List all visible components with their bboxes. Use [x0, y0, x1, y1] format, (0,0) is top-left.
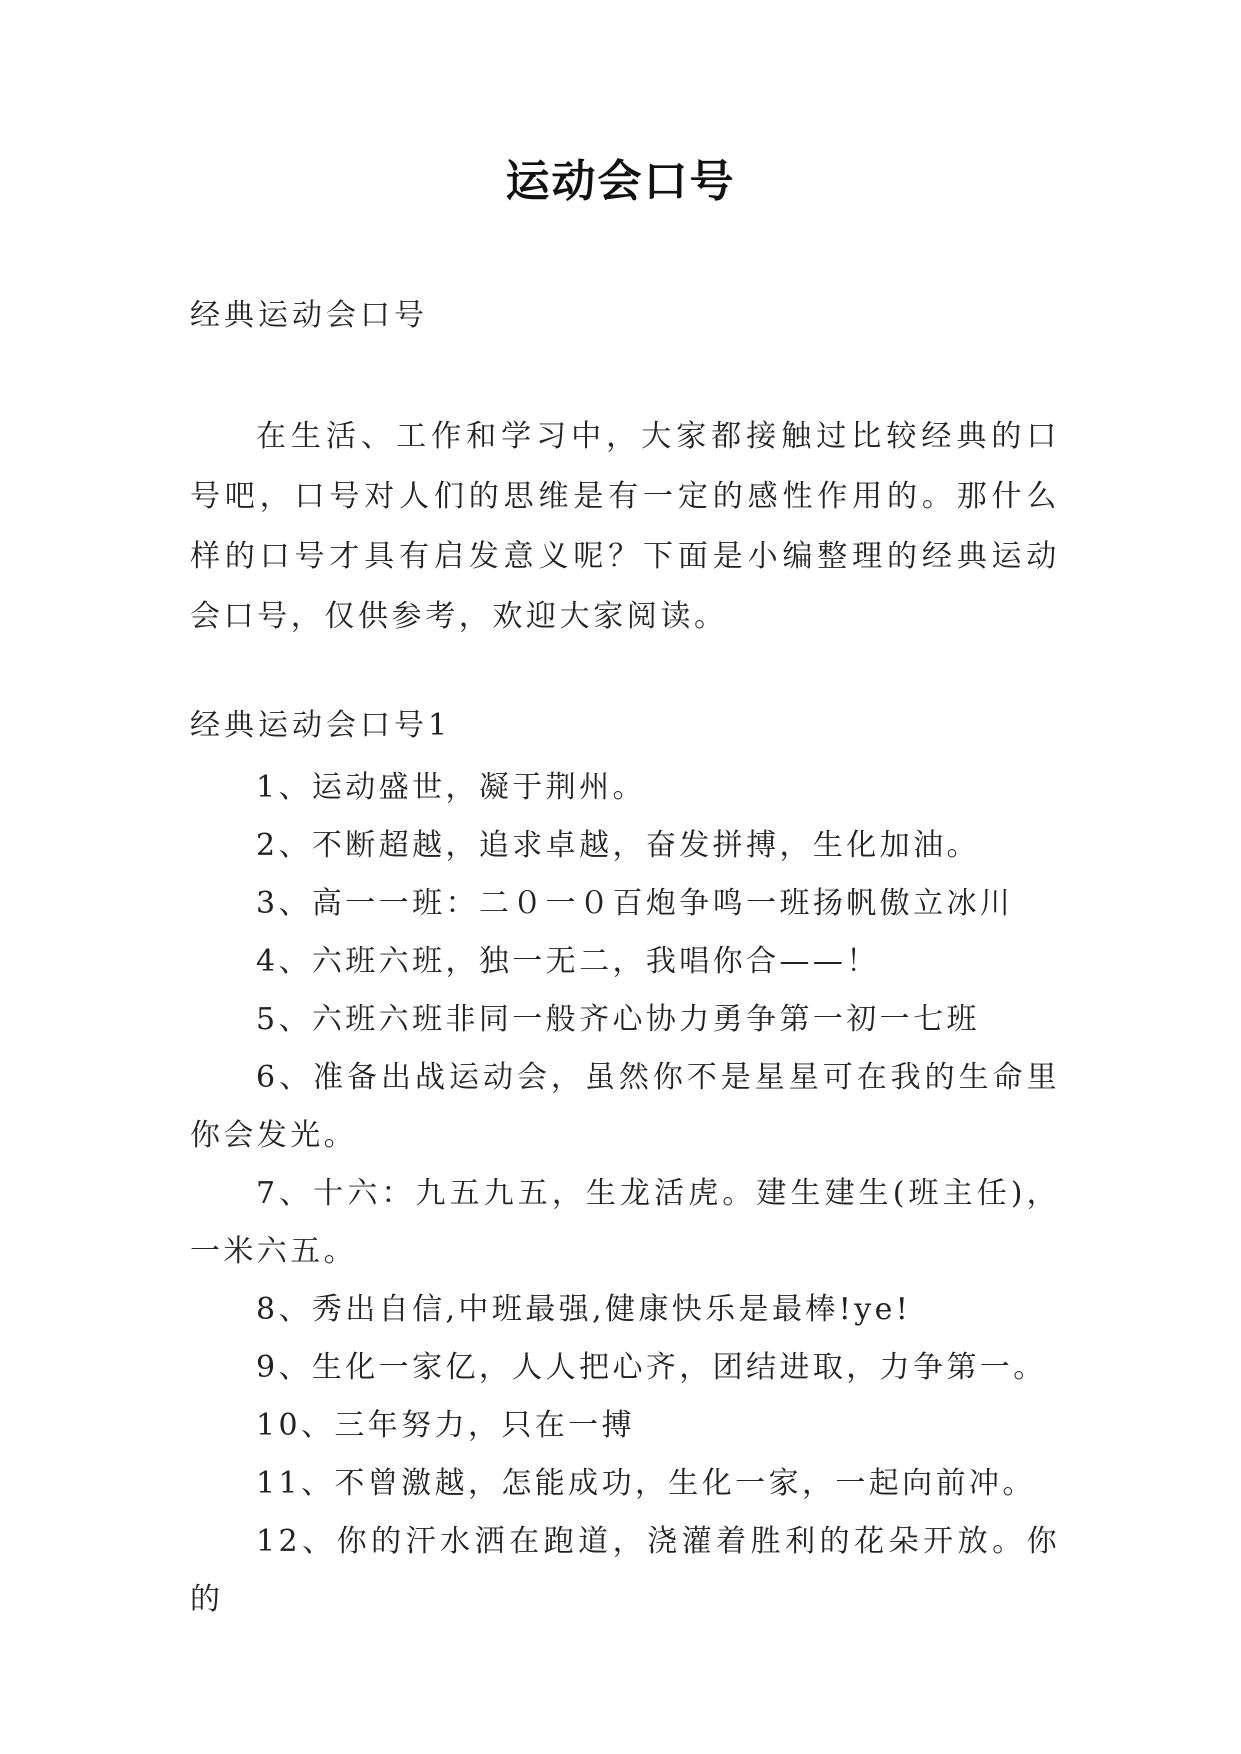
slogan-list — [190, 759, 1060, 1629]
slogan-item: 11、不曾激越，怎能成功，生化一家，一起向前冲。 — [256, 1466, 1036, 1501]
subsection-heading: 经典运动会口号1 — [190, 708, 452, 743]
slogan-item: 4、六班六班，独一无二，我唱你合——！ — [256, 944, 880, 979]
slogan-item: 7、十六：九五九五，生龙活虎。建生建生(班主任)，一米六五。 — [190, 1176, 1060, 1269]
slogan-item: 5、六班六班非同一般齐心协力勇争第一初一七班 — [256, 1002, 980, 1037]
slogan-item: 1、运动盛世，凝于荆州。 — [256, 770, 646, 805]
slogan-item: 10、三年努力，只在一搏 — [256, 1408, 635, 1443]
slogan-item: 3、高一一班：二０一０百炮争鸣一班扬帆傲立冰川 — [256, 886, 1014, 921]
slogan-item: 2、不断超越，追求卓越，奋发拼搏，生化加油。 — [256, 828, 980, 863]
slogan-item: 6、准备出战运动会，虽然你不是星星可在我的生命里你会发光。 — [190, 1060, 1060, 1153]
slogan-item: 12、你的汗水洒在跑道，浇灌着胜利的花朵开放。你的 — [190, 1524, 1060, 1617]
intro-paragraph: 在生活、工作和学习中，大家都接触过比较经典的口号吧，口号对人们的思维是有一定的感性作用的。那什么样的口号才具有启发意义呢？下面是小编整理的经典运动会口号，仅供参考，欢迎大家阅读。 — [190, 419, 1060, 634]
slogan-item: 8、秀出自信,中班最强,健康快乐是最棒!ye! — [256, 1292, 912, 1327]
slogan-item: 9、生化一家亿，人人把心齐，团结进取，力争第一。 — [256, 1350, 1047, 1385]
page-title: 运动会口号 — [505, 156, 736, 207]
section-heading: 经典运动会口号 — [190, 298, 428, 333]
